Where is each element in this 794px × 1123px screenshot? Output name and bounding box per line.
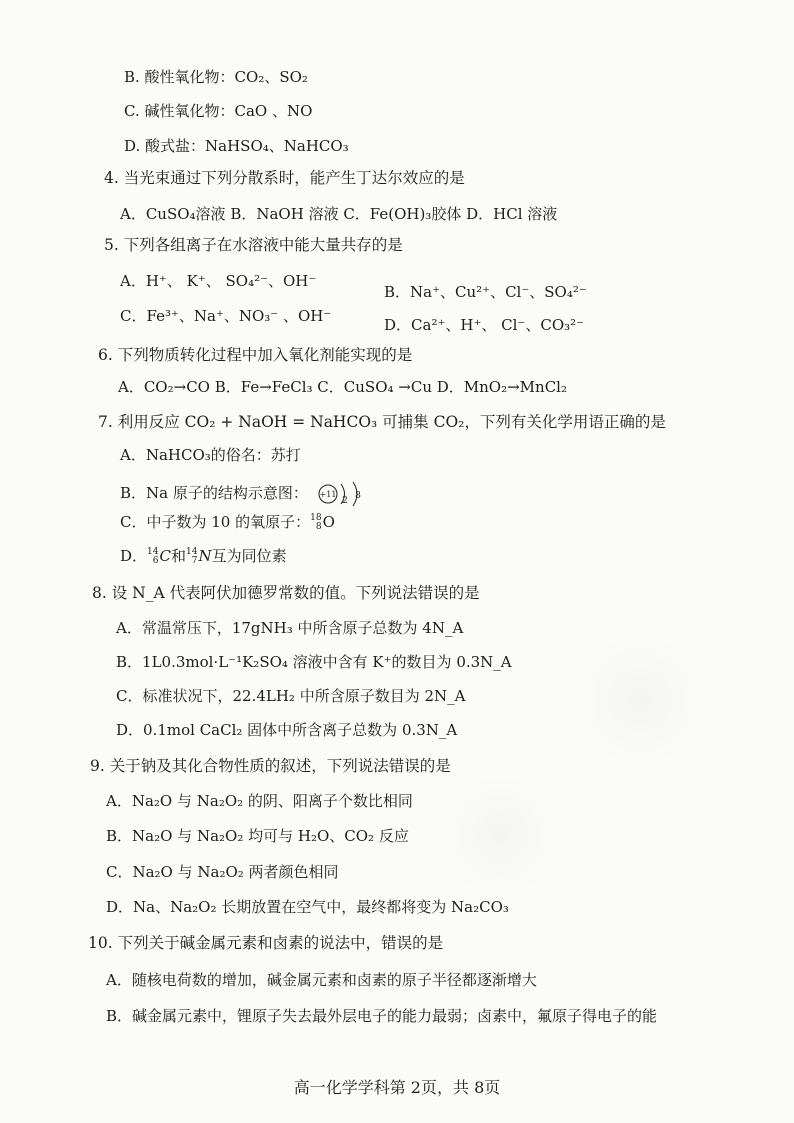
q5-option-b: B．Na⁺、Cu²⁺、Cl⁻、SO₄²⁻ (384, 283, 587, 301)
scan-smudge (560, 640, 720, 760)
q5-option-d: D．Ca²⁺、H⁺、 Cl⁻、CO₃²⁻ (384, 316, 585, 334)
nitrogen-atomic-number: 7 (191, 556, 198, 566)
q7-option-d-text: 互为同位素 (211, 547, 287, 565)
q9-stem: 9. 关于钠及其化合物性质的叙述，下列说法错误的是 (90, 757, 451, 775)
q8-option-d: D．0.1mol CaCl₂ 固体中所含离子总数为 0.3N_A (116, 721, 458, 739)
q8-option-c: C．标准状况下，22.4LH₂ 中所含原子数目为 2N_A (116, 687, 466, 705)
q3-option-b: B. 酸性氧化物：CO₂、SO₂ (124, 68, 308, 86)
q10-stem: 10. 下列关于碱金属元素和卤素的说法中，错误的是 (88, 934, 444, 952)
q7-option-c (120, 512, 335, 532)
page-footer: 高一化学学科第 2页，共 8页 (293, 1078, 501, 1097)
q3-option-c: C. 碱性氧化物：CaO 、NO (124, 102, 313, 120)
q7-option-a: A．NaHCO₃的俗名：苏打 (120, 446, 301, 464)
q9-option-d: D．Na、Na₂O₂ 长期放置在空气中，最终都将变为 Na₂CO₃ (106, 898, 509, 916)
q8-option-a: A．常温常压下，17gNH₃ 中所含原子总数为 4N_A (116, 619, 464, 637)
q7-option-d (120, 546, 287, 566)
oxygen-isotope-numbers (310, 514, 321, 532)
na-shell-2-count: 8 (354, 491, 361, 501)
q8-stem: 8. 设 N_A 代表阿伏加德罗常数的值。下列说法错误的是 (92, 584, 480, 602)
q5-stem: 5. 下列各组离子在水溶液中能大量共存的是 (104, 236, 403, 254)
q7-option-c-text: C．中子数为 10 的氧原子： (120, 513, 311, 531)
q7-option-b (120, 479, 377, 509)
carbon-atomic-number: 6 (152, 556, 159, 566)
carbon-symbol: C (159, 547, 171, 565)
q4-stem: 4. 当光束通过下列分散系时，能产生丁达尔效应的是 (104, 169, 465, 187)
q4-options: A．CuSO₄溶液 B．NaOH 溶液 C．Fe(OH)₃胶体 D．HCl 溶液 (120, 205, 558, 223)
q7-option-d-connector: 和 (170, 547, 186, 565)
nitrogen-mass-number: 14 (185, 547, 198, 557)
q9-option-a: A．Na₂O 与 Na₂O₂ 的阴、阳离子个数比相同 (106, 792, 413, 810)
q9-option-b: B．Na₂O 与 Na₂O₂ 均可与 H₂O、CO₂ 反应 (106, 827, 409, 845)
carbon-isotope-numbers (147, 548, 158, 566)
q5-option-c: C．Fe³⁺、Na⁺、NO₃⁻ 、OH⁻ (120, 307, 332, 325)
q9-option-c: C．Na₂O 与 Na₂O₂ 两者颜色相同 (106, 863, 339, 881)
oxygen-symbol: O (322, 513, 335, 531)
q8-option-b: B．1L0.3mol·L⁻¹K₂SO₄ 溶液中含有 K⁺的数目为 0.3N_A (116, 653, 512, 671)
q7-option-b-text: B．Na 原子的结构示意图： (120, 484, 308, 502)
q3-option-d: D. 酸式盐：NaHSO₄、NaHCO₃ (124, 137, 349, 155)
carbon-mass-number: 14 (147, 547, 159, 557)
q6-stem: 6. 下列物质转化过程中加入氧化剂能实现的是 (98, 346, 413, 364)
nitrogen-symbol: N (198, 547, 212, 565)
q7-option-d-label: D． (120, 547, 148, 565)
q10-option-b: B．碱金属元素中，锂原子失去最外层电子的能力最弱；卤素中，氟原子得电子的能 (106, 1007, 658, 1025)
na-atom-structure-diagram (317, 479, 377, 509)
na-shell-1-count: 2 (341, 496, 348, 506)
q5-option-a: A．H⁺、 K⁺、 SO₄²⁻、OH⁻ (120, 272, 317, 290)
q7-stem: 7. 利用反应 CO₂ + NaOH = NaHCO₃ 可捕集 CO₂，下列有关化学用语正确的是 (98, 413, 666, 431)
q10-option-a: A．随核电荷数的增加，碱金属元素和卤素的原子半径都逐渐增大 (106, 971, 537, 989)
scan-smudge (430, 780, 570, 890)
q6-options: A．CO₂→CO B．Fe→FeCl₃ C．CuSO₄ →Cu D．MnO₂→MnCl₂ (118, 378, 567, 396)
na-nucleus-charge: +11 (319, 490, 337, 499)
oxygen-atomic-number: 8 (315, 522, 322, 532)
oxygen-mass-number: 18 (310, 513, 322, 523)
nitrogen-isotope-numbers (186, 548, 197, 566)
